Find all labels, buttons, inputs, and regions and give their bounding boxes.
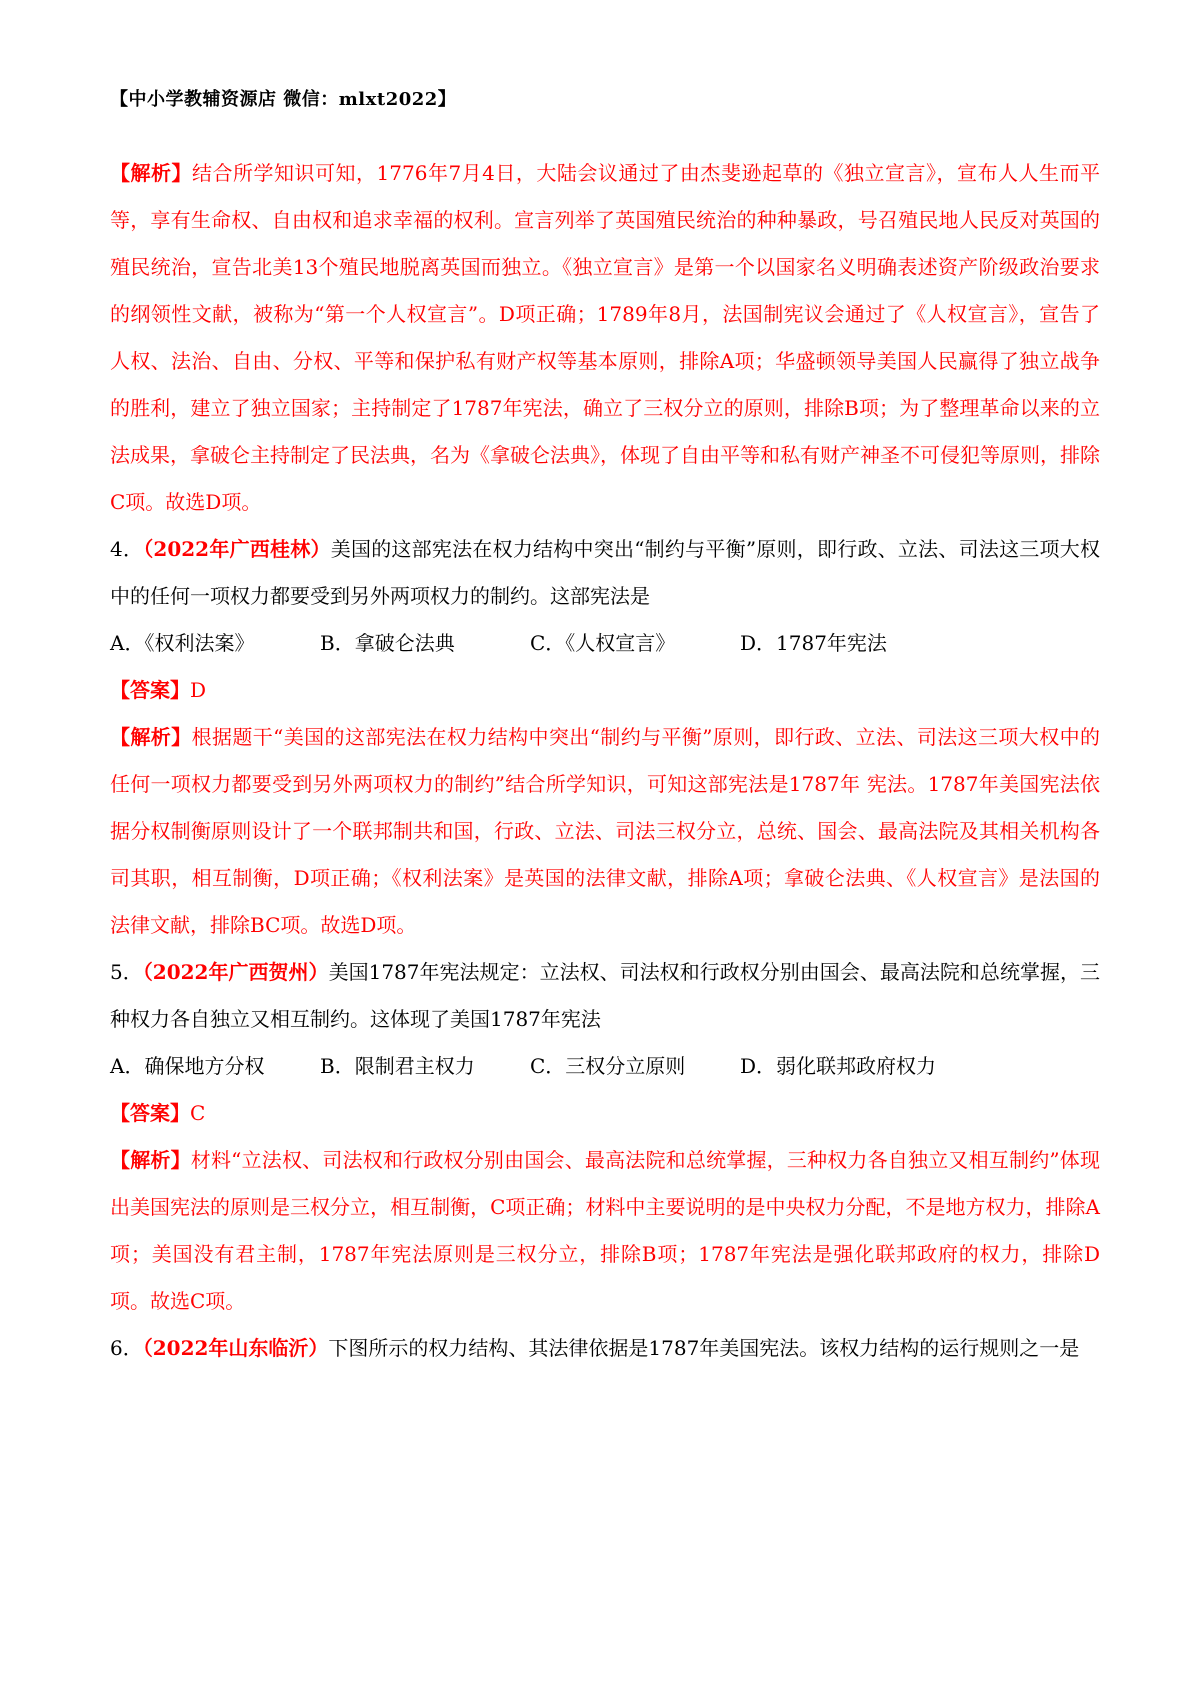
question-stem: 美国1787年宪法规定：立法权、司法权和行政权分别由国会、最高法院和总统掌握，三种权力各自独立又相互制约。这体现了美国1787年宪法 <box>110 960 1100 1031</box>
question-5 <box>110 949 1100 1043</box>
analysis-text: 材料“立法权、司法权和行政权分别由国会、最高法院和总统掌握，三种权力各自独立又相互制约”体现出美国宪法的原则是三权分立，相互制衡，C项正确；材料中主要说明的是中央权力分配，不是地方权力，排除A项；美国没有君主制，1787年宪法原则是三权分立，排除B项；1787年宪法是强化联邦政府的权力，排除D项。故选C项。 <box>110 1148 1100 1313</box>
question-5-analysis <box>110 1137 1100 1325</box>
question-stem: 美国的这部宪法在权力结构中突出“制约与平衡”原则，即行政、立法、司法这三项大权中的任何一项权力都要受到另外两项权力的制约。这部宪法是 <box>110 537 1101 608</box>
question-4-analysis <box>110 714 1100 949</box>
question-number: 4． <box>110 537 144 561</box>
option-c: C．《人权宣言》 <box>530 631 676 655</box>
question-stem: 下图所示的权力结构、其法律依据是1787年美国宪法。该权力结构的运行规则之一是 <box>328 1336 1080 1360</box>
option-a: A．《权利法案》 <box>110 631 255 655</box>
question-number: 6． <box>110 1336 143 1360</box>
page-content <box>110 150 1100 1372</box>
option-d: D．弱化联邦政府权力 <box>740 1054 937 1078</box>
analysis-tag: 【解析】 <box>110 1148 191 1172</box>
question-source: （2022年山东临沂） <box>142 1336 329 1360</box>
analysis-tag: 【解析】 <box>110 161 193 185</box>
question-5-options <box>110 1043 1100 1090</box>
question-5-answer <box>110 1090 1100 1137</box>
analysis-text: 结合所学知识可知，1776年7月4日，大陆会议通过了由杰斐逊起草的《独立宣言》，宣布人人生而平等，享有生命权、自由权和追求幸福的权利。宣言列举了英国殖民统治的种种暴政，号召殖民地人民反对英国的殖民统治，宣告北美13个殖民地脱离英国而独立。《独立宣言》是第一个以国家名义明确表述资产阶级政治要求的纲领性文献，被称为“第一个人权宣言”。D项正确；1789年8月，法国制宪议会通过了《人权宣言》，宣告了人权、法治、自由、分权、平等和保护私有财产权等基本原则，排除A项；华盛顿领导美国人民赢得了独立战争的胜利，建立了独立国家；主持制定了1787年宪法，确立了三权分立的原则，排除B项；为了整理革命以来的立法成果，拿破仑主持制定了民法典，名为《拿破仑法典》，体现了自由平等和私有财产神圣不可侵犯等原则，排除C项。故选D项。 <box>110 161 1100 514</box>
answer-tag: 【答案】 <box>110 678 190 702</box>
option-a: A．确保地方分权 <box>110 1054 265 1078</box>
question-4 <box>110 526 1100 620</box>
option-b: B．拿破仑法典 <box>320 631 455 655</box>
question-source: （2022年广西贺州） <box>142 960 329 984</box>
page-header: 【中小学教辅资源店 微信：mlxt2022】 <box>110 89 457 110</box>
question-4-options <box>110 620 1100 667</box>
analysis-text: 根据题干“美国的这部宪法在权力结构中突出“制约与平衡”原则，即行政、立法、司法这三项大权中的任何一项权力都要受到另外两项权力的制约”结合所学知识，可知这部宪法是1787年 宪法。1787年美国宪法依据分权制衡原则设计了一个联邦制共和国，行政、立法、司法三权分立，总统、国会、最高法院及其相关机构各司其职，相互制衡，D项正确；《权利法案》是英国的法律文献，排除A项；拿破仑法典、《人权宣言》是法国的法律文献，排除BC项。故选D项。 <box>110 725 1100 937</box>
answer-tag: 【答案】 <box>110 1101 190 1125</box>
option-b: B．限制君主权力 <box>320 1054 475 1078</box>
question-4-answer <box>110 667 1100 714</box>
question-6 <box>110 1325 1100 1372</box>
analysis-block-prev <box>110 150 1100 526</box>
option-d: D．1787年宪法 <box>740 631 887 655</box>
question-source: （2022年广西桂林） <box>143 537 331 561</box>
answer-value: D <box>190 678 207 702</box>
answer-value: C <box>190 1101 206 1125</box>
option-c: C．三权分立原则 <box>530 1054 686 1078</box>
question-number: 5． <box>110 960 143 984</box>
analysis-tag: 【解析】 <box>110 725 192 749</box>
